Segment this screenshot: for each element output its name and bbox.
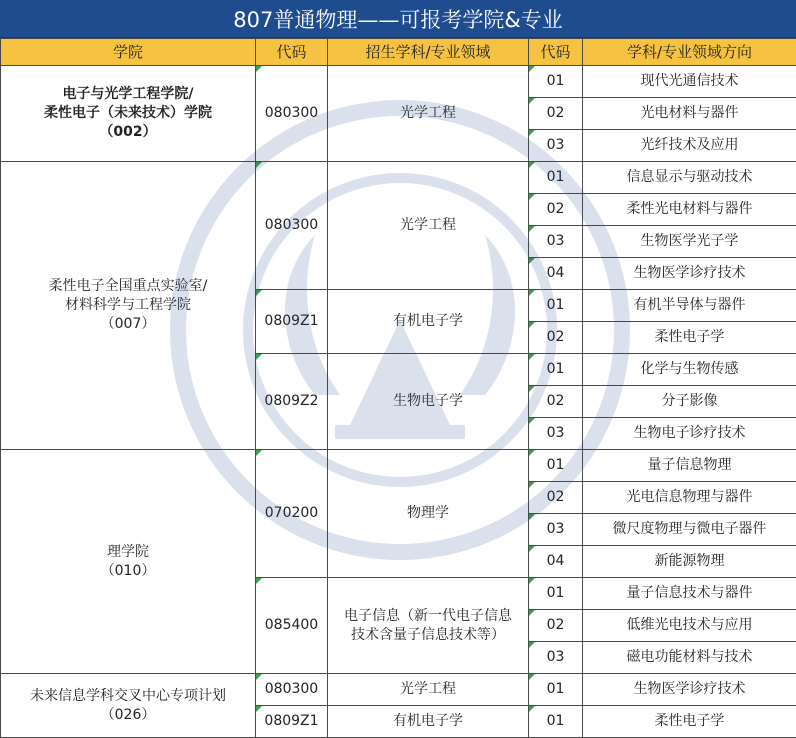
header-subject-code: 代码 xyxy=(256,39,328,66)
direction-code-cell-text: 01 xyxy=(533,360,578,379)
subject-name-cell xyxy=(328,578,529,674)
direction-name-cell-text: 磁电功能材料与技术 xyxy=(587,648,792,667)
direction-name-cell xyxy=(583,354,796,386)
direction-code-cell-text: 01 xyxy=(533,456,578,475)
direction-code-cell-text: 03 xyxy=(533,232,578,251)
direction-name-cell-text: 柔性光电材料与器件 xyxy=(587,200,792,219)
direction-name-cell xyxy=(583,322,796,354)
direction-code-cell-text: 02 xyxy=(533,616,578,635)
direction-code-cell-text: 02 xyxy=(533,392,578,411)
subject-code-cell xyxy=(256,450,328,578)
college-cell xyxy=(1,450,256,674)
subject-code-cell xyxy=(256,290,328,354)
subject-code-cell-text: 080300 xyxy=(260,104,323,123)
direction-name-cell xyxy=(583,418,796,450)
direction-name-cell xyxy=(583,642,796,674)
direction-name-cell-text: 现代光通信技术 xyxy=(587,72,792,91)
direction-code-cell xyxy=(529,354,583,386)
subject-name-cell-text: 生物电子学 xyxy=(332,392,524,411)
header-direction-code: 代码 xyxy=(529,39,583,66)
direction-code-cell-text: 03 xyxy=(533,136,578,155)
college-cell xyxy=(1,674,256,738)
table-row xyxy=(1,674,796,706)
subject-name-cell xyxy=(328,354,529,450)
subject-name-cell-text: 有机电子学 xyxy=(332,712,524,731)
page-title: 807普通物理——可报考学院&专业 xyxy=(0,0,796,38)
direction-name-cell-text: 分子影像 xyxy=(587,392,792,411)
subject-name-cell-text: 有机电子学 xyxy=(332,312,524,331)
direction-name-cell xyxy=(583,226,796,258)
direction-code-cell xyxy=(529,514,583,546)
subject-code-cell-text: 0809Z1 xyxy=(260,712,323,731)
direction-code-cell-text: 03 xyxy=(533,424,578,443)
direction-code-cell-text: 02 xyxy=(533,200,578,219)
header-subject: 招生学科/专业领域 xyxy=(328,39,529,66)
subject-name-cell xyxy=(328,290,529,354)
subject-name-cell-text: 物理学 xyxy=(332,504,524,523)
direction-name-cell xyxy=(583,514,796,546)
direction-name-cell xyxy=(583,258,796,290)
direction-name-cell-text: 柔性电子学 xyxy=(587,712,792,731)
direction-name-cell-text: 光电材料与器件 xyxy=(587,104,792,123)
direction-code-cell xyxy=(529,322,583,354)
subject-name-cell xyxy=(328,162,529,290)
table-body xyxy=(1,66,796,738)
direction-code-cell xyxy=(529,482,583,514)
direction-name-cell-text: 量子信息物理 xyxy=(587,456,792,475)
direction-name-cell xyxy=(583,194,796,226)
direction-name-cell-text: 生物医学诊疗技术 xyxy=(587,264,792,283)
college-cell xyxy=(1,66,256,162)
direction-code-cell-text: 04 xyxy=(533,264,578,283)
subject-code-cell-text: 080300 xyxy=(260,680,323,699)
direction-code-cell-text: 01 xyxy=(533,168,578,187)
direction-name-cell xyxy=(583,706,796,738)
direction-name-cell-text: 有机半导体与器件 xyxy=(587,296,792,315)
direction-code-cell-text: 02 xyxy=(533,488,578,507)
direction-name-cell-text: 微尺度物理与微电子器件 xyxy=(587,520,792,539)
direction-code-cell-text: 03 xyxy=(533,520,578,539)
direction-name-cell-text: 化学与生物传感 xyxy=(587,360,792,379)
direction-name-cell xyxy=(583,674,796,706)
subject-code-cell xyxy=(256,66,328,162)
majors-table xyxy=(0,38,796,738)
direction-name-cell xyxy=(583,546,796,578)
direction-code-cell-text: 03 xyxy=(533,648,578,667)
direction-name-cell-text: 新能源物理 xyxy=(587,552,792,571)
subject-name-cell xyxy=(328,706,529,738)
subject-code-cell-text: 070200 xyxy=(260,504,323,523)
college-cell xyxy=(1,162,256,450)
table-header-row xyxy=(1,39,796,66)
subject-code-cell xyxy=(256,354,328,450)
direction-name-cell xyxy=(583,578,796,610)
direction-code-cell-text: 02 xyxy=(533,328,578,347)
subject-name-cell xyxy=(328,66,529,162)
direction-name-cell xyxy=(583,450,796,482)
direction-code-cell xyxy=(529,674,583,706)
table-row xyxy=(1,66,796,98)
direction-code-cell xyxy=(529,386,583,418)
direction-code-cell-text: 01 xyxy=(533,712,578,731)
direction-name-cell-text: 量子信息技术与器件 xyxy=(587,584,792,603)
subject-code-cell-text: 080300 xyxy=(260,216,323,235)
subject-code-cell xyxy=(256,162,328,290)
subject-code-cell-text: 085400 xyxy=(260,616,323,635)
direction-code-cell xyxy=(529,706,583,738)
subject-code-cell-text: 0809Z1 xyxy=(260,312,323,331)
direction-code-cell-text: 01 xyxy=(533,680,578,699)
direction-name-cell xyxy=(583,98,796,130)
subject-name-cell-text: 电子信息（新一代电子信息 技术含量子信息技术等） xyxy=(332,607,524,645)
subject-code-cell-text: 0809Z2 xyxy=(260,392,323,411)
direction-name-cell xyxy=(583,130,796,162)
direction-code-cell xyxy=(529,418,583,450)
direction-code-cell xyxy=(529,226,583,258)
direction-code-cell xyxy=(529,450,583,482)
direction-name-cell xyxy=(583,386,796,418)
direction-name-cell-text: 生物电子诊疗技术 xyxy=(587,424,792,443)
direction-name-cell-text: 低维光电技术与应用 xyxy=(587,616,792,635)
direction-code-cell-text: 01 xyxy=(533,584,578,603)
college-cell-text: 理学院 （010） xyxy=(5,543,251,581)
subject-code-cell xyxy=(256,578,328,674)
subject-name-cell-text: 光学工程 xyxy=(332,216,524,235)
direction-name-cell xyxy=(583,66,796,98)
subject-code-cell xyxy=(256,674,328,706)
header-college: 学院 xyxy=(1,39,256,66)
direction-code-cell-text: 02 xyxy=(533,104,578,123)
college-cell-text: 未来信息学科交叉中心专项计划 （026） xyxy=(5,687,251,725)
college-cell-text: 柔性电子全国重点实验室/ 材料科学与工程学院 （007） xyxy=(5,277,251,334)
direction-code-cell xyxy=(529,98,583,130)
direction-code-cell xyxy=(529,162,583,194)
direction-code-cell xyxy=(529,610,583,642)
direction-name-cell-text: 光电信息物理与器件 xyxy=(587,488,792,507)
direction-code-cell xyxy=(529,130,583,162)
subject-name-cell xyxy=(328,674,529,706)
direction-code-cell-text: 01 xyxy=(533,296,578,315)
subject-code-cell xyxy=(256,706,328,738)
subject-name-cell-text: 光学工程 xyxy=(332,104,524,123)
direction-code-cell xyxy=(529,66,583,98)
table-row xyxy=(1,450,796,482)
subject-name-cell xyxy=(328,450,529,578)
direction-code-cell xyxy=(529,290,583,322)
direction-name-cell xyxy=(583,482,796,514)
direction-code-cell xyxy=(529,194,583,226)
header-direction: 学科/专业领域方向 xyxy=(583,39,796,66)
direction-code-cell xyxy=(529,578,583,610)
direction-name-cell-text: 信息显示与驱动技术 xyxy=(587,168,792,187)
table-row xyxy=(1,162,796,194)
direction-name-cell xyxy=(583,290,796,322)
direction-name-cell-text: 光纤技术及应用 xyxy=(587,136,792,155)
direction-code-cell xyxy=(529,258,583,290)
direction-name-cell xyxy=(583,162,796,194)
direction-code-cell-text: 04 xyxy=(533,552,578,571)
direction-name-cell-text: 生物医学光子学 xyxy=(587,232,792,251)
direction-name-cell-text: 柔性电子学 xyxy=(587,328,792,347)
direction-name-cell-text: 生物医学诊疗技术 xyxy=(587,680,792,699)
subject-name-cell-text: 光学工程 xyxy=(332,680,524,699)
direction-name-cell xyxy=(583,610,796,642)
direction-code-cell-text: 01 xyxy=(533,72,578,91)
college-cell-text: 电子与光学工程学院/ 柔性电子（未来技术）学院 （002） xyxy=(5,85,251,142)
direction-code-cell xyxy=(529,642,583,674)
direction-code-cell xyxy=(529,546,583,578)
